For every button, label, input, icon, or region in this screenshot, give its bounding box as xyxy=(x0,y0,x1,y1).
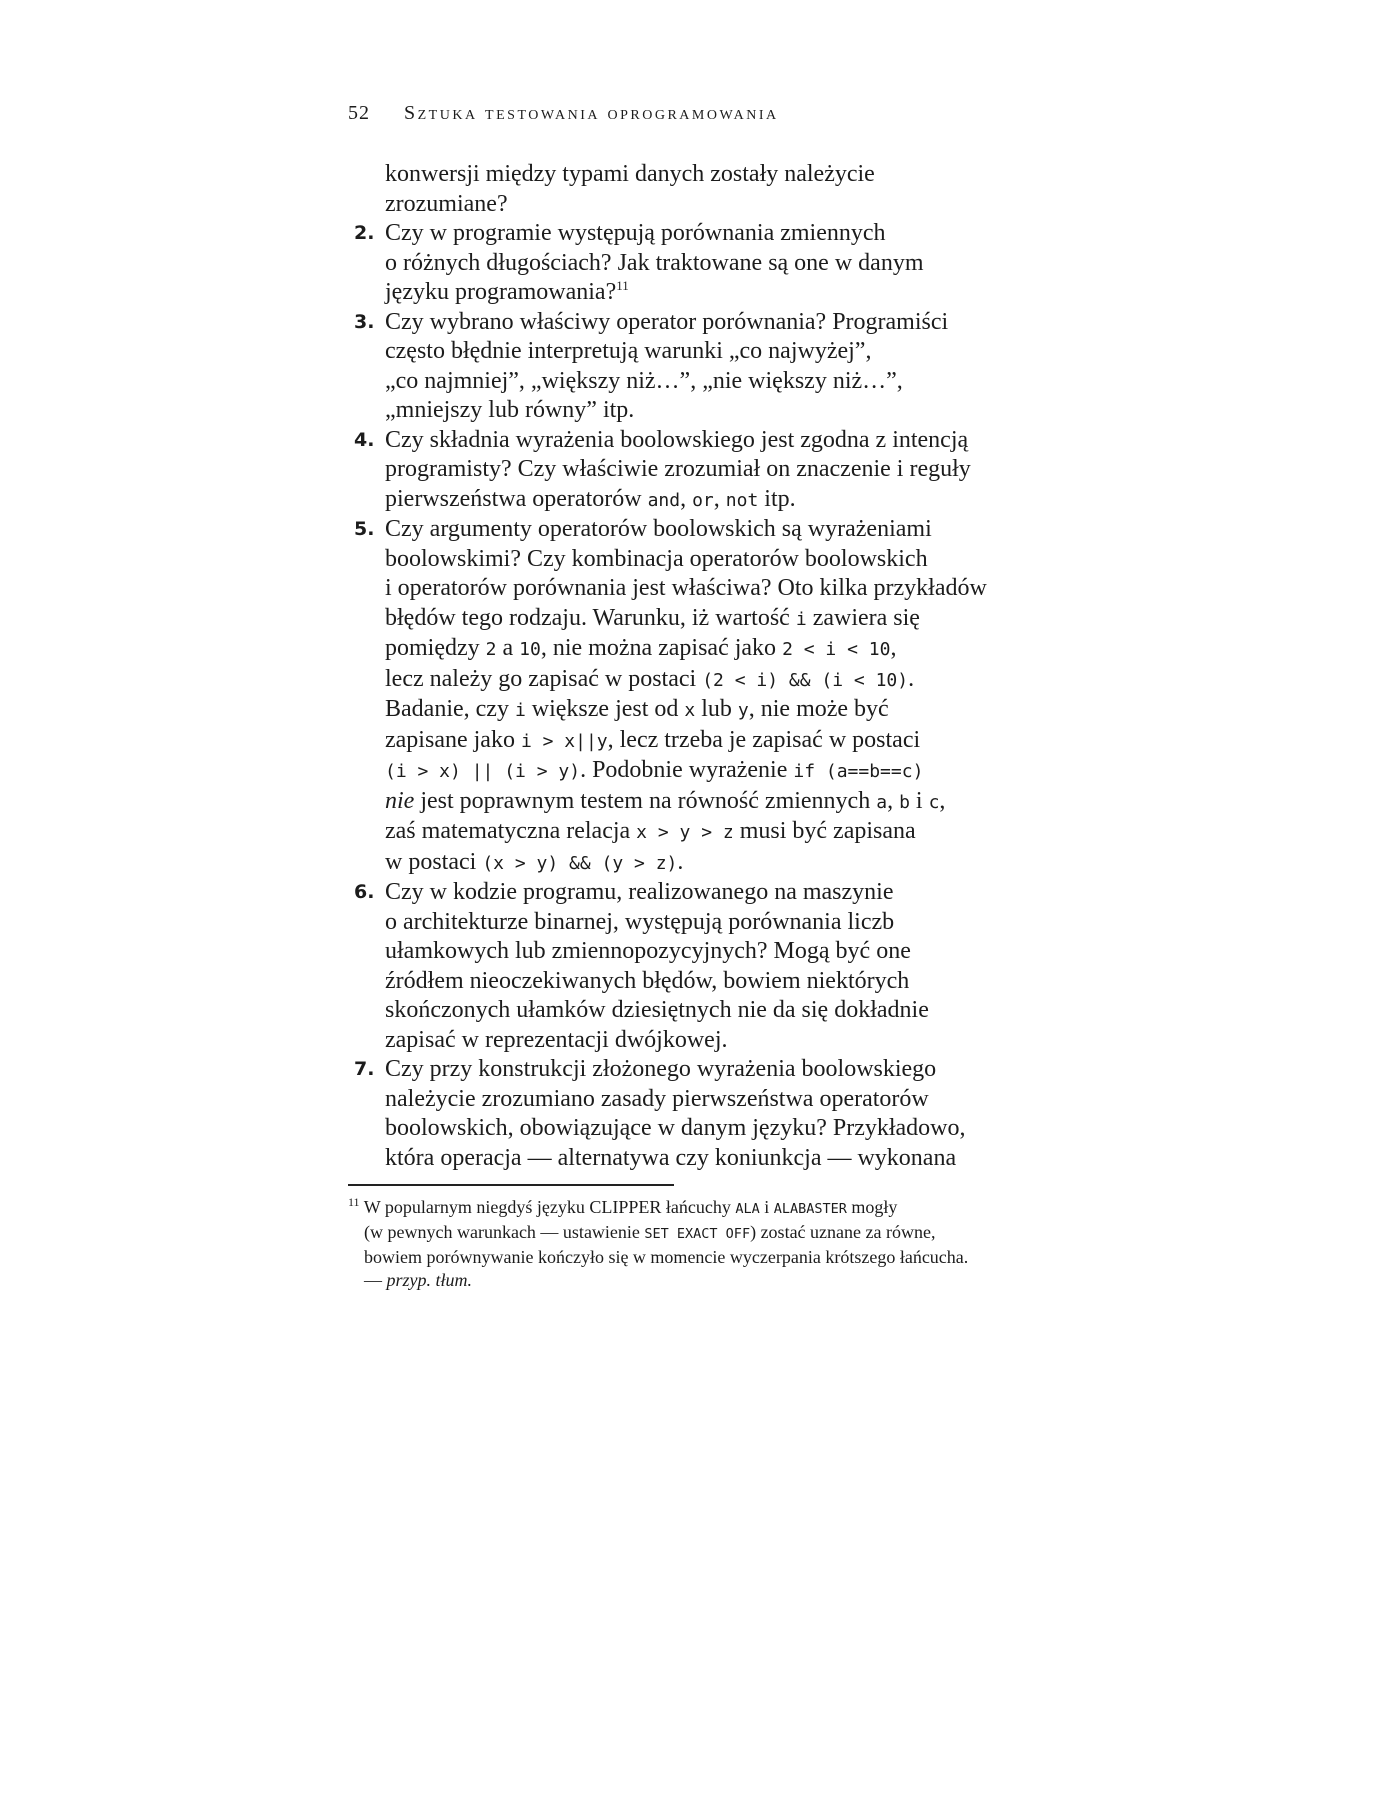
text-line xyxy=(385,756,1025,787)
code-a: a xyxy=(876,791,888,813)
footnote xyxy=(348,1196,1048,1292)
text-run: a xyxy=(496,635,520,661)
code-expr: x > y > z xyxy=(636,822,734,843)
text-line xyxy=(385,695,1025,726)
text-line xyxy=(385,485,1025,516)
code-b: b xyxy=(899,791,910,813)
text-run: musi być zapisana xyxy=(733,818,916,844)
text-run: , xyxy=(713,485,726,512)
text-line: boolowskich, obowiązujące w danym języku? Przykładowo, xyxy=(385,1115,966,1141)
item-number: 5. xyxy=(354,518,375,540)
text-run: , nie można zapisać jako xyxy=(540,635,783,661)
text-line: o architekturze binarnej, występują porównania liczb xyxy=(385,908,895,935)
list-item-2 xyxy=(354,219,1025,308)
text-run: zapisane jako xyxy=(385,726,521,753)
code-expr: if (a==b==c) xyxy=(793,761,924,782)
text-run: języku programowania? xyxy=(385,279,617,305)
footnote-line xyxy=(348,1269,1048,1292)
text-run: , lecz trzeba je zapisać w postaci xyxy=(607,726,921,753)
text-line: należycie zrozumiano zasady pierwszeństwa operatorów xyxy=(385,1085,929,1112)
text-line: skończonych ułamków dziesiętnych nie da się dokładnie xyxy=(385,997,929,1023)
text-run: większe jest od xyxy=(525,696,685,722)
footnote-rule xyxy=(348,1184,674,1186)
item-number: 7. xyxy=(354,1058,375,1080)
text-run: — xyxy=(364,1270,387,1290)
list-item-3 xyxy=(354,308,1025,426)
code-not: not xyxy=(725,489,759,511)
footnote-ref[interactable]: 11 xyxy=(616,278,629,293)
text-line: Czy w kodzie programu, realizowanego na maszynie xyxy=(385,879,894,905)
text-run: lecz należy go zapisać w postaci xyxy=(385,665,703,692)
text-run: ) zostać uznane za równe, xyxy=(750,1222,936,1242)
list-item-4 xyxy=(354,426,1025,516)
text-line: „mniejszy lub równy” itp. xyxy=(385,397,635,423)
text-run: i xyxy=(759,1197,774,1217)
text-line: ułamkowych lub zmiennopozycyjnych? Mogą być one xyxy=(385,938,911,964)
continuation-paragraph xyxy=(385,160,1025,219)
code-x: x xyxy=(684,700,696,721)
text-run: , xyxy=(890,635,897,661)
item-number: 2. xyxy=(354,222,375,244)
text-run: , xyxy=(680,485,693,512)
text-run: Badanie, czy xyxy=(385,696,515,722)
text-run: (w pewnych warunkach — ustawienie xyxy=(364,1222,645,1242)
text-line: Czy przy konstrukcji złożonego wyrażenia boolowskiego xyxy=(385,1056,937,1082)
text-line: boolowskimi? Czy kombinacja operatorów boolowskich xyxy=(385,545,928,572)
text-line: która operacja — alternatywa czy koniunkcja — wykonana xyxy=(385,1144,957,1171)
text-line xyxy=(385,604,1025,635)
code-expr: 2 < i < 10 xyxy=(782,639,891,660)
footnote-marker: 11 xyxy=(348,1195,360,1209)
text-line: Czy w programie występują porównania zmiennych xyxy=(385,220,886,246)
text-line xyxy=(385,665,1025,696)
code-expr: (x > y) && (y > z) xyxy=(482,852,678,874)
text-run: pierwszeństwa operatorów xyxy=(385,485,648,512)
emphasis: nie xyxy=(385,787,415,814)
text-run: w postaci xyxy=(385,848,483,875)
book-title: Sztuka testowania oprogramowania xyxy=(404,102,779,124)
text-run: . Podobnie wyrażenie xyxy=(580,757,794,783)
text-run: zawiera się xyxy=(806,604,920,631)
list-item-6 xyxy=(354,878,1025,1055)
code-set-exact-off: SET EXACT OFF xyxy=(644,1226,751,1242)
text-run: i xyxy=(909,787,929,814)
text-line: konwersji między typami danych zostały należycie xyxy=(385,161,875,187)
footnote-line xyxy=(348,1221,1048,1246)
code-or: or xyxy=(692,489,714,511)
text-run: , nie może być xyxy=(748,696,889,722)
item-number: 6. xyxy=(354,881,375,903)
text-line: często błędnie interpretują warunki „co najwyżej”, xyxy=(385,338,872,364)
text-run: błędów tego rodzaju. Warunku, iż wartość xyxy=(385,604,796,631)
list-item-5 xyxy=(354,515,1025,878)
code-expr: i > x||y xyxy=(520,730,608,752)
text-line: Czy wybrano właściwy operator porównania? Programiści xyxy=(385,308,949,335)
text-run: . xyxy=(908,665,915,692)
translator-note: przyp. tłum. xyxy=(386,1270,472,1290)
text-line: zapisać w reprezentacji dwójkowej. xyxy=(385,1026,728,1053)
text-run: , xyxy=(887,787,900,814)
text-run: jest poprawnym testem na równość zmiennych xyxy=(414,787,877,814)
text-run: zaś matematyczna relacja xyxy=(385,818,637,844)
text-line: programisty? Czy właściwie zrozumiał on znaczenie i reguły xyxy=(385,456,971,482)
text-run: mogły xyxy=(846,1197,898,1217)
running-head xyxy=(348,102,779,125)
code-ala: ALA xyxy=(735,1201,760,1217)
text-run: , xyxy=(939,787,946,814)
text-line xyxy=(385,726,1025,757)
text-run: lub xyxy=(695,696,738,722)
text-run: . xyxy=(677,848,684,875)
text-line xyxy=(385,817,1025,848)
item-number: 3. xyxy=(354,310,375,333)
code-and: and xyxy=(647,489,681,511)
text-line: i operatorów porównania jest właściwa? Oto kilka przykładów xyxy=(385,575,987,601)
text-run: W popularnym niegdyś języku CLIPPER łańcuchy xyxy=(359,1197,736,1217)
list-item-7 xyxy=(354,1055,1025,1173)
code-i: i xyxy=(514,700,526,721)
footnote-line: bowiem porównywanie kończyło się w momencie wyczerpania krótszego łańcucha. xyxy=(364,1247,969,1267)
text-line: „co najmniej”, „większy niż…”, „nie większy niż…”, xyxy=(385,367,903,394)
body-text xyxy=(354,160,1025,1173)
code-expr: (2 < i) && (i < 10) xyxy=(702,669,909,691)
code-y: y xyxy=(737,700,749,721)
code-c: c xyxy=(928,791,940,813)
code-10: 10 xyxy=(519,639,541,660)
text-line xyxy=(385,787,1025,818)
text-line: o różnych długościach? Jak traktowane są one w danym xyxy=(385,249,924,276)
text-line xyxy=(385,848,1025,879)
text-line: zrozumiane? xyxy=(385,190,508,217)
text-line xyxy=(385,634,1025,665)
text-line: Czy argumenty operatorów boolowskich są wyrażeniami xyxy=(385,516,932,542)
code-expr: (i > x) || (i > y) xyxy=(385,761,581,782)
text-run: pomiędzy xyxy=(385,635,486,661)
code-2: 2 xyxy=(485,639,497,660)
page-number: 52 xyxy=(348,102,370,124)
footnote-line xyxy=(348,1196,1048,1221)
text-run: itp. xyxy=(758,485,796,512)
text-line: źródłem nieoczekiwanych błędów, bowiem niektórych xyxy=(385,967,910,994)
code-i: i xyxy=(795,608,807,630)
code-alabaster: ALABASTER xyxy=(773,1201,847,1217)
item-number: 4. xyxy=(354,428,375,451)
text-line: Czy składnia wyrażenia boolowskiego jest zgodna z intencją xyxy=(385,426,969,453)
text-line xyxy=(385,278,1025,308)
